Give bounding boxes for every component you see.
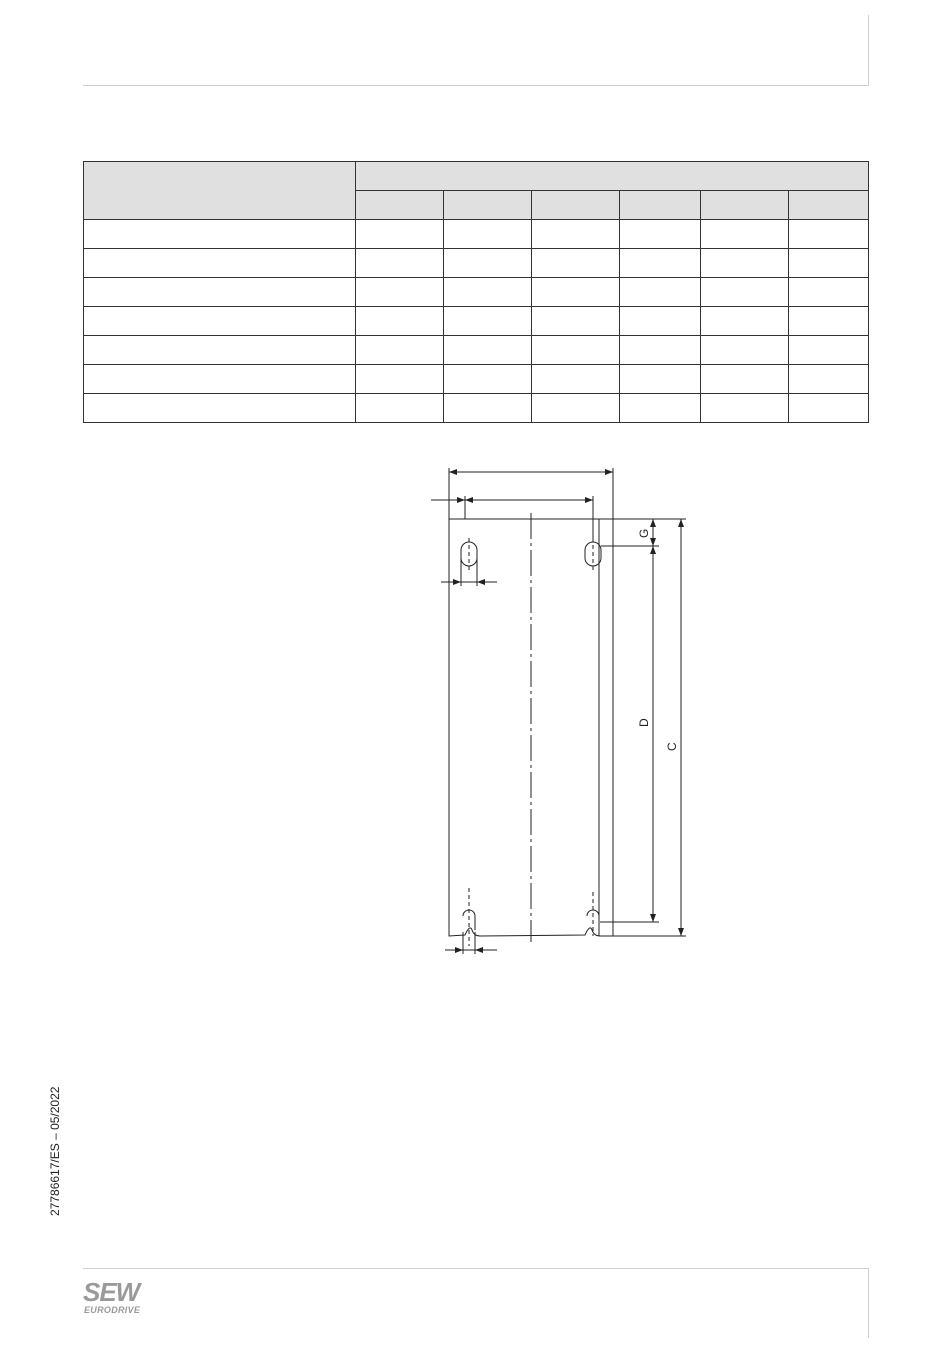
footer-rule bbox=[83, 1268, 869, 1269]
eurodrive-logo: EURODRIVE bbox=[84, 1305, 141, 1315]
document-code: 27786617/ES – 05/2022 bbox=[48, 1086, 62, 1216]
footer-side-rule bbox=[868, 1268, 869, 1338]
dim-label-C: C bbox=[665, 742, 679, 751]
dim-label-D: D bbox=[637, 718, 651, 727]
sew-logo: SEW bbox=[83, 1277, 140, 1307]
dim-label-G: G bbox=[637, 528, 651, 538]
